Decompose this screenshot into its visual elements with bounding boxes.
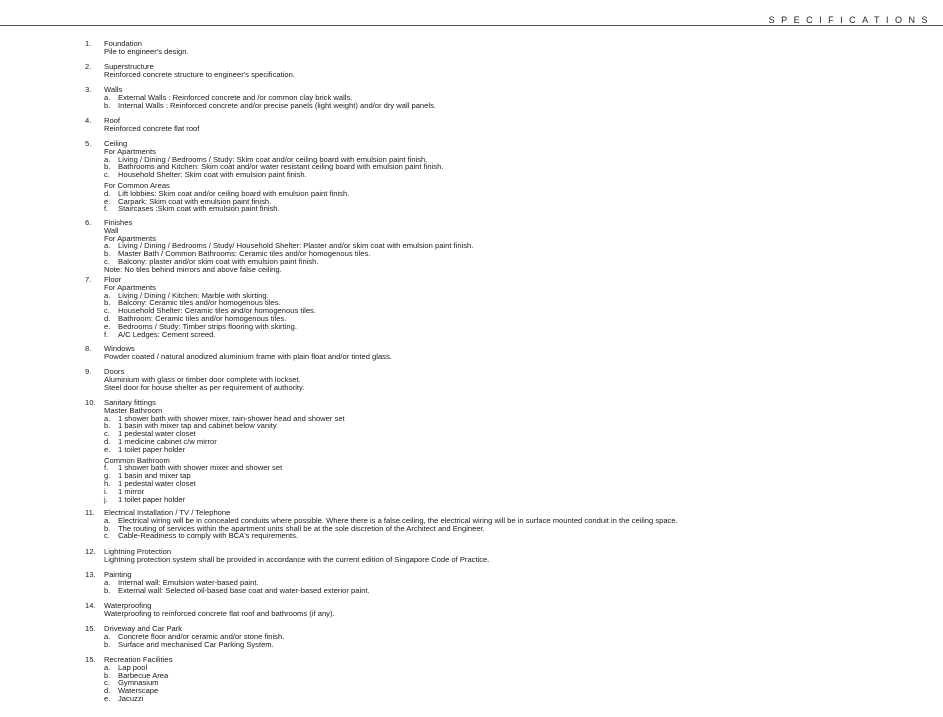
spec-sub-item xyxy=(104,587,370,595)
spec-line: For Apartments xyxy=(104,146,156,156)
sub-item-letter: e. xyxy=(104,321,111,331)
spec-heading: Recreation Facilities xyxy=(104,655,173,664)
spec-item xyxy=(85,399,345,503)
spec-item xyxy=(85,602,335,618)
sub-item-text: 1 toilet paper holder xyxy=(118,494,186,504)
sub-item-text: 1 basin and mixer tap xyxy=(118,471,191,481)
spec-number: 5. xyxy=(85,139,92,148)
spec-number: 1. xyxy=(85,39,92,48)
sub-item-letter: a. xyxy=(104,631,111,641)
sub-item-letter: e. xyxy=(104,693,111,703)
spec-sub-item xyxy=(104,205,443,213)
spec-item xyxy=(85,368,304,391)
sub-item-letter: c. xyxy=(104,306,110,316)
spec-body xyxy=(104,602,335,618)
sub-item-text: Living / Dining / Kitchen: Marble with skirting. xyxy=(118,290,269,300)
sub-item-text: Concrete floor and/or ceramic and/or stone finish. xyxy=(118,631,285,641)
sub-item-text: A/C Ledges: Cement screed. xyxy=(118,329,216,339)
spec-body xyxy=(104,140,443,213)
page-title: SPECIFICATIONS xyxy=(768,15,934,25)
spec-number: 12. xyxy=(85,547,96,556)
spec-sub-item xyxy=(104,331,316,339)
sub-item-letter: e. xyxy=(104,196,111,206)
sub-item-letter: b. xyxy=(104,523,111,533)
sub-item-text: Bedrooms / Study: Timber strips flooring with skirting. xyxy=(118,321,297,331)
sub-item-text: 1 pedestal water closet xyxy=(118,478,196,488)
sub-item-text: Internal Walls : Reinforced concrete and/or precise panels (light weight) and/or dry wall panels. xyxy=(118,100,436,110)
spec-item xyxy=(85,117,199,133)
sub-item-letter: d. xyxy=(104,686,111,696)
spec-number: 15. xyxy=(85,624,96,633)
sub-item-letter: d. xyxy=(104,436,111,446)
sub-item-letter: a. xyxy=(104,577,111,587)
sub-item-letter: b. xyxy=(104,249,111,259)
sub-item-text: 1 shower bath with shower mixer and shower set xyxy=(118,463,283,473)
spec-number: 11. xyxy=(85,508,95,517)
spec-body xyxy=(104,368,304,391)
spec-line: For Apartments xyxy=(104,233,156,243)
spec-heading: Finishes xyxy=(104,218,133,227)
spec-heading: Doors xyxy=(104,367,125,376)
sub-item-text: Gymnasium xyxy=(118,678,159,688)
spec-heading: Windows xyxy=(104,344,135,353)
spec-line: Reinforced concrete structure to engineer's specification. xyxy=(104,69,295,79)
spec-body xyxy=(104,276,316,338)
spec-body xyxy=(104,571,370,594)
sub-item-text: Balcony: Ceramic tiles and/or homogenous tiles. xyxy=(118,298,281,308)
spec-line: Note: No tiles behind mirrors and above false ceiling. xyxy=(104,264,282,274)
sub-item-letter: b. xyxy=(104,100,111,110)
sub-item-text: Lift lobbies: Skim coat and/or ceiling board with emulsion paint finish. xyxy=(118,188,350,198)
spec-body xyxy=(104,548,489,564)
sub-item-text: The routing of services within the apartment units shall be at the sole discretion of the Architect and Engineer. xyxy=(118,523,485,533)
sub-item-letter: a. xyxy=(104,413,111,423)
sub-item-text: Internal wall: Emulsion water-based paint. xyxy=(118,577,259,587)
spec-item xyxy=(85,656,172,703)
sub-item-letter: b. xyxy=(104,670,111,680)
spec-number: 7. xyxy=(85,275,92,284)
sub-item-letter: b. xyxy=(104,585,111,595)
sub-item-letter: h. xyxy=(104,478,111,488)
spec-number: 2. xyxy=(85,62,92,71)
sub-item-letter: b. xyxy=(104,162,111,172)
spec-item xyxy=(85,276,316,338)
sub-item-text: Electrical wiring will be in concealed conduits where possible. Where there is a false ceiling, the electrical wiring will be in surface mounted conduit in the ceiling space. xyxy=(118,515,678,525)
spec-heading: Superstructure xyxy=(104,62,154,71)
sub-item-letter: a. xyxy=(104,241,111,251)
spec-heading: Electrical Installation / TV / Telephone xyxy=(104,508,231,517)
spec-body xyxy=(104,63,295,79)
spec-sub-item xyxy=(104,695,172,703)
sub-item-letter: c. xyxy=(104,429,110,439)
spec-line: Common Bathroom xyxy=(104,455,170,465)
sub-item-letter: c. xyxy=(104,531,110,541)
sub-item-letter: b. xyxy=(104,298,111,308)
spec-sub-item xyxy=(104,496,345,504)
spec-item xyxy=(85,548,489,564)
sub-item-text: Balcony: plaster and/or skim coat with emulsion paint finish. xyxy=(118,256,319,266)
spec-item xyxy=(85,63,295,79)
sub-item-letter: e. xyxy=(104,444,111,454)
sub-item-text: Staircases :Skim coat with emulsion paint finish. xyxy=(118,204,280,214)
sub-item-text: Bathroom: Ceramic tiles and/or homogenous tiles. xyxy=(118,313,287,323)
spec-item xyxy=(85,219,473,274)
sub-item-text: Barbecue Area xyxy=(118,670,169,680)
spec-body xyxy=(104,509,678,540)
spec-heading: Driveway and Car Park xyxy=(104,624,183,633)
sub-item-text: External Walls : Reinforced concrete and /or common clay brick walls. xyxy=(118,92,353,102)
sub-item-text: Waterscape xyxy=(118,686,159,696)
spec-heading: Lightning Protection xyxy=(104,547,172,556)
spec-heading: Sanitary fittings xyxy=(104,398,156,407)
sub-item-text: Household Shelter: Skim coat with emulsion paint finish. xyxy=(118,170,307,180)
spec-heading: Floor xyxy=(104,275,122,284)
sub-item-letter: d. xyxy=(104,313,111,323)
sub-item-text: 1 pedestal water closet xyxy=(118,429,196,439)
sub-item-letter: c. xyxy=(104,256,110,266)
sub-item-letter: b. xyxy=(104,639,111,649)
spec-number: 3. xyxy=(85,85,92,94)
spec-heading: Ceiling xyxy=(104,139,128,148)
sub-item-text: Bathrooms and Kitchen: Skim coat and/or water resistant ceiling board with emulsion paint finish. xyxy=(118,162,444,172)
spec-sub-item xyxy=(104,446,345,454)
spec-line: Reinforced concrete flat roof xyxy=(104,123,200,133)
sub-item-text: External wall: Selected oil-based base coat and water-based exterior paint. xyxy=(118,585,370,595)
spec-heading: Roof xyxy=(104,116,121,125)
spec-heading: Painting xyxy=(104,570,132,579)
spec-line: Waterproofing to reinforced concrete flat roof and bathrooms (if any). xyxy=(104,608,335,618)
spec-body xyxy=(104,117,199,133)
sub-item-text: 1 mirror xyxy=(118,486,145,496)
spec-line: Lightning protection system shall be provided in accordance with the current edition of Singapore Code of Practice. xyxy=(104,554,490,564)
spec-sub-item xyxy=(104,102,436,110)
sub-item-text: Master Bath / Common Bathrooms: Ceramic tiles and/or homogenous tiles. xyxy=(118,249,371,259)
spec-number: 13. xyxy=(85,570,96,579)
sub-item-letter: d. xyxy=(104,188,111,198)
spec-line: Steel door for house shelter as per requirement of authority. xyxy=(104,382,305,392)
spec-item xyxy=(85,345,392,361)
spec-number: 8. xyxy=(85,344,92,353)
sub-item-text: Surface and mechanised Car Parking System. xyxy=(118,639,274,649)
spec-line: For Apartments xyxy=(104,282,156,292)
sub-item-letter: f. xyxy=(104,329,109,339)
sub-item-letter: a. xyxy=(104,290,111,300)
spec-item xyxy=(85,571,370,594)
spec-body xyxy=(104,625,284,648)
spec-number: 14. xyxy=(85,601,96,610)
sub-item-letter: g. xyxy=(104,471,111,481)
sub-item-letter: f. xyxy=(104,463,109,473)
sub-item-letter: c. xyxy=(104,678,110,688)
sub-item-letter: f. xyxy=(104,204,109,214)
sub-item-text: 1 medicine cabinet c/w mirror xyxy=(118,436,217,446)
spec-line: Powder coated / natural anodized aluminium frame with plain float and/or tinted glass. xyxy=(104,351,392,361)
sub-item-letter: a. xyxy=(104,154,111,164)
sub-item-text: Living / Dining / Bedrooms / Study: Skim coat and/or ceiling board with emulsion paint finish. xyxy=(118,154,428,164)
spec-heading: Waterproofing xyxy=(104,601,152,610)
spec-body xyxy=(104,40,189,56)
spec-number: 6. xyxy=(85,218,92,227)
sub-item-letter: a. xyxy=(104,92,111,102)
spec-item xyxy=(85,86,436,109)
spec-sub-item xyxy=(104,171,443,179)
sub-item-letter: i. xyxy=(104,486,108,496)
spec-line: Aluminium with glass or timber door complete with lockset. xyxy=(104,374,301,384)
sub-item-text: Cable-Readiness to comply with BCA's requirements. xyxy=(118,531,298,541)
spec-item xyxy=(85,140,443,213)
spec-body xyxy=(104,345,392,361)
spec-number: 9. xyxy=(85,367,92,376)
spec-body xyxy=(104,219,473,274)
spec-item xyxy=(85,509,678,540)
spec-body xyxy=(104,86,436,109)
spec-number: 15. xyxy=(85,655,96,664)
spec-body xyxy=(104,656,172,703)
spec-line: Pile to engineer's design. xyxy=(104,46,189,56)
spec-number: 10. xyxy=(85,398,96,407)
spec-item xyxy=(85,40,189,56)
sub-item-letter: j. xyxy=(104,494,108,504)
spec-body xyxy=(104,399,345,503)
spec-sub-item xyxy=(104,532,678,540)
spec-line: Wall xyxy=(104,225,119,235)
sub-item-text: Household Shelter: Ceramic tiles and/or homogenous tiles. xyxy=(118,306,316,316)
sub-item-letter: b. xyxy=(104,421,111,431)
sub-item-text: Lap pool xyxy=(118,662,148,672)
sub-item-text: Jacuzzi xyxy=(118,693,144,703)
spec-line: For Common Areas xyxy=(104,180,170,190)
sub-item-text: Living / Dining / Bedrooms / Study/ Household Shelter: Plaster and/or skim coat with emulsion paint finish. xyxy=(118,241,474,251)
sub-item-text: 1 shower bath with shower mixer, rain-shower head and shower set xyxy=(118,413,345,423)
spec-heading: Walls xyxy=(104,85,123,94)
spec-number: 4. xyxy=(85,116,92,125)
spec-heading: Foundation xyxy=(104,39,142,48)
sub-item-letter: c. xyxy=(104,170,110,180)
sub-item-text: 1 toilet paper holder xyxy=(118,444,186,454)
spec-sub-item xyxy=(104,641,284,649)
header-divider xyxy=(0,25,943,26)
spec-item xyxy=(85,625,284,648)
sub-item-letter: a. xyxy=(104,515,111,525)
sub-item-letter: a. xyxy=(104,662,111,672)
spec-line: Master Bathroom xyxy=(104,405,163,415)
sub-item-text: Carpark: Skim coat with emulsion paint finish. xyxy=(118,196,272,206)
sub-item-text: 1 basin with mixer tap and cabinet below vanity xyxy=(118,421,277,431)
